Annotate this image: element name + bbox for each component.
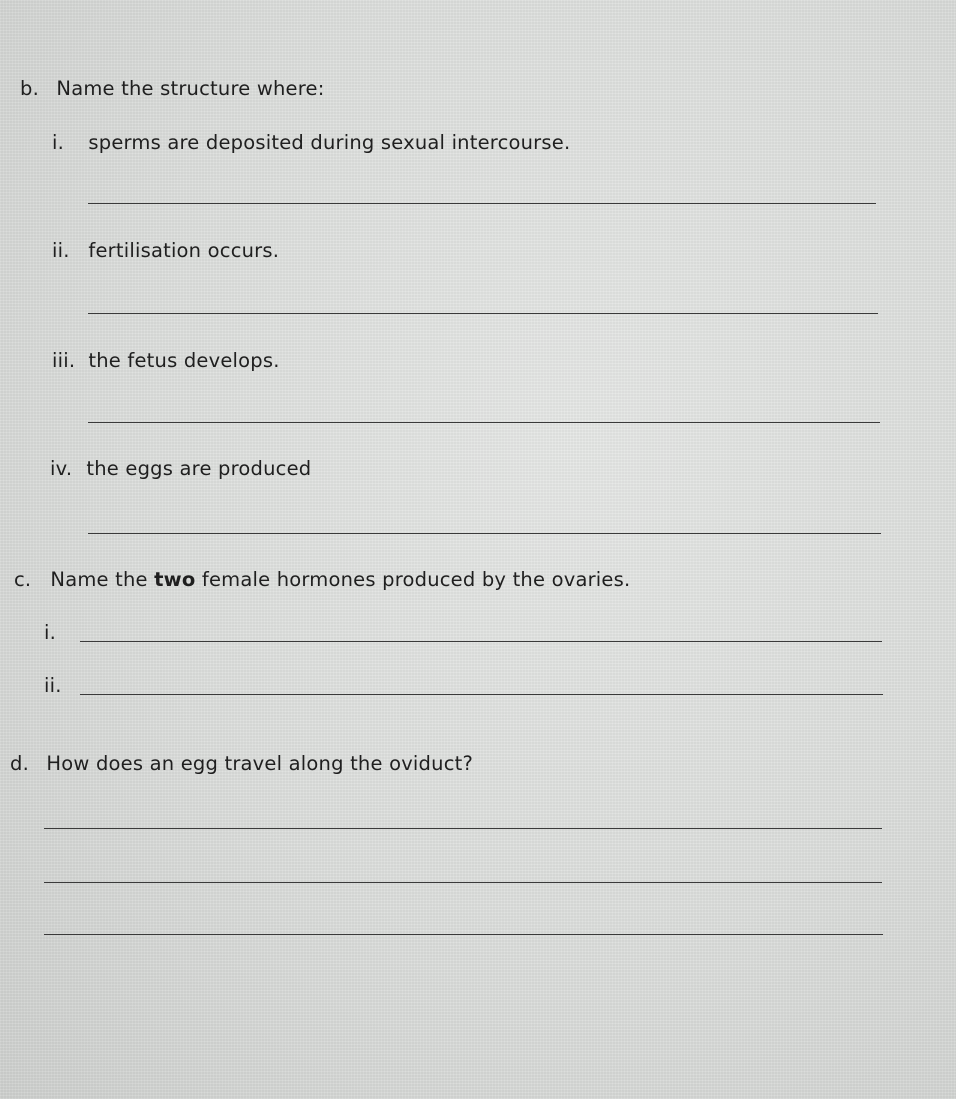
item-text: sperms are deposited during sexual intercourse. bbox=[88, 131, 571, 154]
answer-line-b-i[interactable] bbox=[88, 203, 876, 204]
question-c-label: c. bbox=[14, 568, 32, 591]
item-marker: iv. bbox=[50, 457, 73, 480]
question-d-heading bbox=[10, 752, 473, 775]
question-c-heading bbox=[14, 568, 630, 591]
answer-line-c-ii[interactable] bbox=[80, 694, 883, 695]
question-b-item bbox=[52, 239, 279, 262]
question-b-item bbox=[52, 131, 570, 154]
question-c-emphasis: two bbox=[154, 568, 196, 591]
question-b-heading bbox=[20, 77, 325, 100]
answer-line-d-1[interactable] bbox=[44, 828, 882, 829]
question-c-item bbox=[44, 621, 56, 644]
question-d-label: d. bbox=[10, 752, 29, 775]
question-c-prompt-before: Name the bbox=[50, 568, 148, 591]
item-marker: ii. bbox=[44, 674, 62, 697]
item-text: the eggs are produced bbox=[86, 457, 312, 480]
question-c-item bbox=[44, 674, 62, 697]
question-b-item bbox=[50, 457, 311, 480]
answer-line-b-ii[interactable] bbox=[88, 313, 878, 314]
item-marker: i. bbox=[52, 131, 65, 154]
item-marker: iii. bbox=[52, 349, 76, 372]
answer-line-d-2[interactable] bbox=[44, 882, 882, 883]
item-text: fertilisation occurs. bbox=[88, 239, 280, 262]
question-b-item bbox=[52, 349, 280, 372]
answer-line-b-iv[interactable] bbox=[88, 533, 881, 534]
item-text: the fetus develops. bbox=[88, 349, 280, 372]
answer-line-c-i[interactable] bbox=[80, 641, 882, 642]
answer-line-b-iii[interactable] bbox=[88, 422, 880, 423]
question-d-prompt: How does an egg travel along the oviduct? bbox=[46, 752, 474, 775]
item-marker: i. bbox=[44, 621, 57, 644]
item-marker: ii. bbox=[52, 239, 70, 262]
question-b-prompt: Name the structure where: bbox=[56, 77, 325, 100]
question-b-label: b. bbox=[20, 77, 39, 100]
question-c-prompt-after: female hormones produced by the ovaries. bbox=[201, 568, 631, 591]
answer-line-d-3[interactable] bbox=[44, 934, 883, 935]
